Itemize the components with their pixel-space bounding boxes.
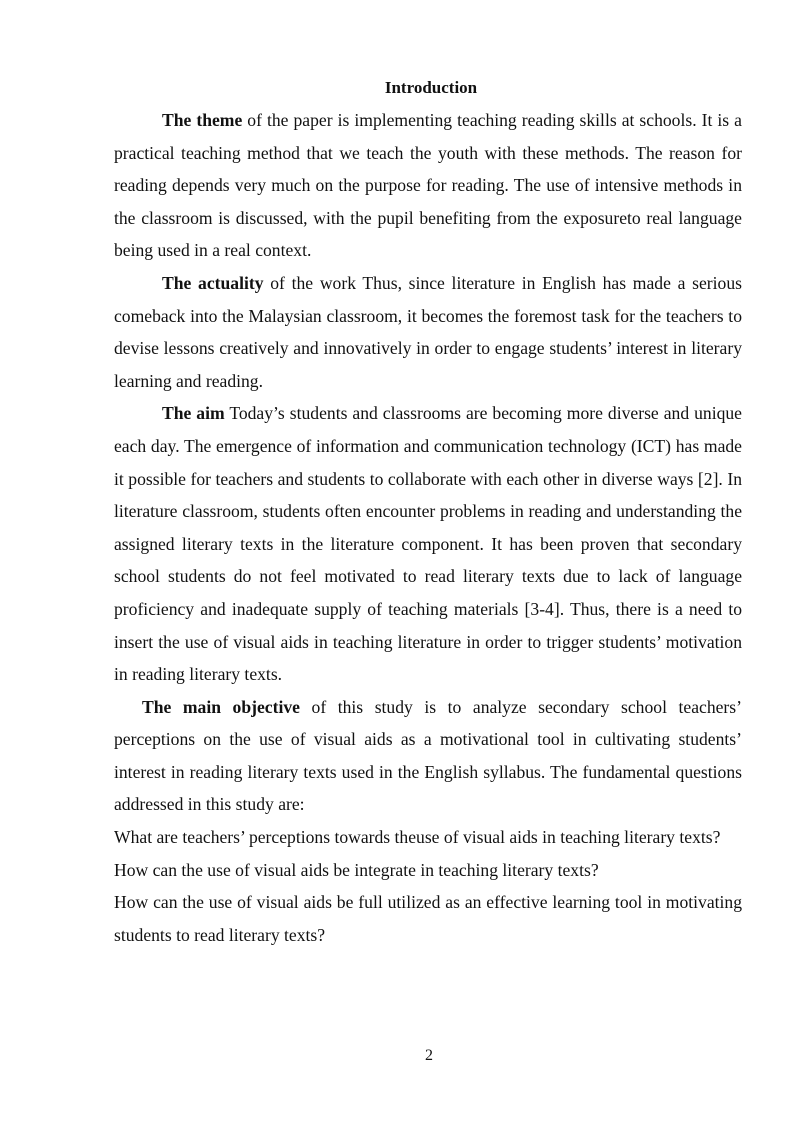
- paragraph-objective-text: of this study is to analyze secondary school teachers’ perceptions on the use of visual aids as a motivational tool in cultivating students’ interest in reading literary texts used in the English syllabus. The fundamental questions addressed in this study are:: [114, 696, 742, 815]
- paragraph-aim-text: Today’s students and classrooms are becoming more diverse and unique each day. The emergence of information and communication technology (ICT) has made it possible for teachers and students to collaborate with each other in diverse ways [2]. In literature classroom, students often encounter problems in reading and understanding the assigned literary texts in the literature component. It has been proven that secondary school students do not feel motivated to read literary texts due to lack of language proficiency and inadequate supply of teaching materials [3-4]. Thus, there is a need to insert the use of visual aids in teaching literature in order to trigger students’ motivation in reading literary texts.: [114, 403, 742, 685]
- paragraph-actuality-text: of the work Thus, since literature in English has made a serious comeback into the Malaysian classroom, it becomes the foremost task for the teachers to devise lessons creatively and innovatively in order to engage students’ interest in literary learning and reading.: [114, 272, 742, 391]
- page-number: 2: [425, 1047, 433, 1064]
- paragraph-objective-lead: The main objective: [142, 696, 300, 717]
- section-title: Introduction: [384, 78, 478, 97]
- paragraph-theme-text: of the paper is implementing teaching reading skills at schools. It is a practical teaching method that we teach the youth with these methods. The reason for reading depends very much on the purpose for reading. The use of intensive methods in the classroom is discussed, with the pupil benefiting from the exposureto real language being used in a real context.: [114, 110, 742, 261]
- paragraph-objective: [114, 691, 742, 821]
- paragraph-theme-lead: The theme: [162, 110, 243, 130]
- question-3: How can the use of visual aids be full utilized as an effective learning tool in motivating students to read literary texts?: [114, 892, 742, 945]
- body-text: [114, 104, 742, 951]
- paragraph-aim: [114, 397, 742, 690]
- paragraph-theme: [114, 104, 742, 267]
- paragraph-actuality-lead: The actuality: [162, 272, 264, 293]
- paragraph-aim-lead: The aim: [162, 403, 225, 424]
- question-1: What are teachers’ perceptions towards theuse of visual aids in teaching literary texts?: [114, 827, 721, 848]
- paragraph-actuality: [114, 267, 742, 397]
- question-2: How can the use of visual aids be integrate in teaching literary texts?: [114, 859, 599, 880]
